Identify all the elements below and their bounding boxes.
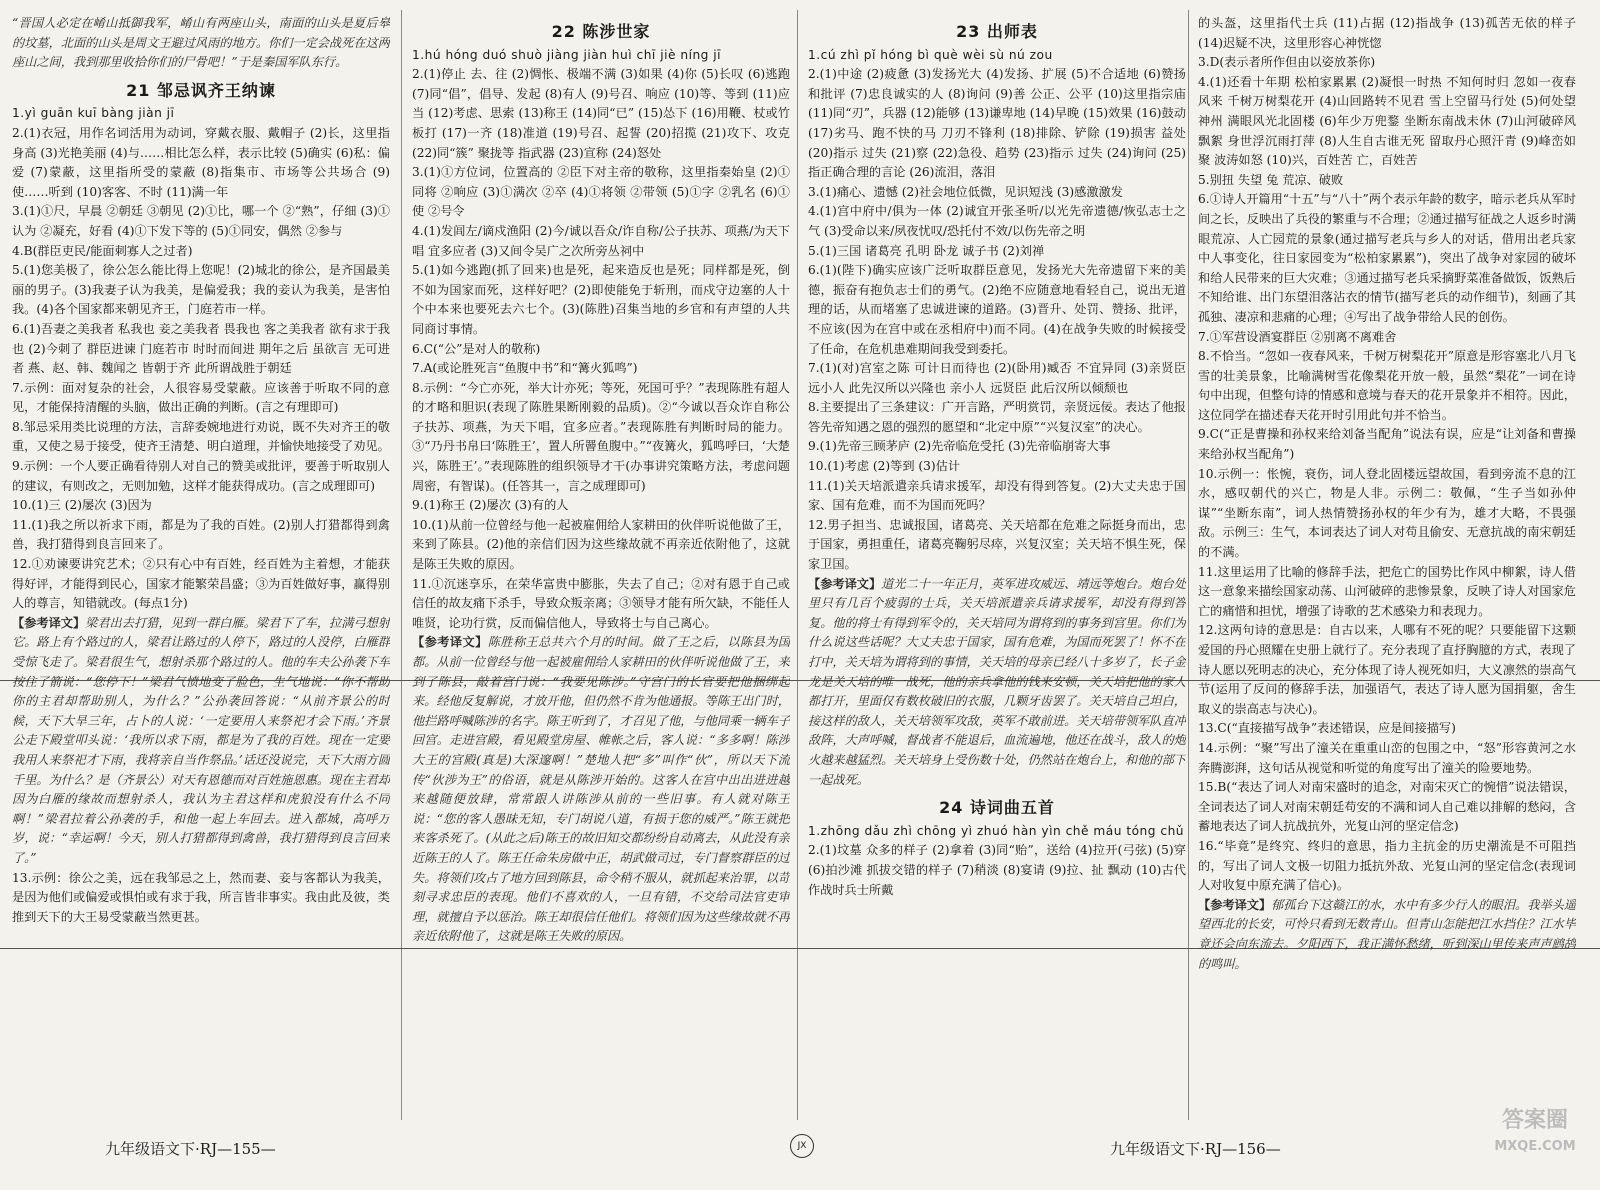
reference-translation xyxy=(12,614,390,869)
reference-tag: 【参考译文】 xyxy=(412,635,488,650)
answer-item: 12.这两句诗的意思是：自古以来，人哪有不死的呢？只要能留下这颗爱国的丹心照耀在史册上就行了。充分表现了直抒胸臆的方式，表现了诗人愿以死明志的决心，充分体现了诗人视死如归，大义凛然的崇高气节(运用了反问的修辞手法，加强语气，表达了诗人愿为国捐躯，舍生取义的崇高志与决心)。 xyxy=(1198,623,1576,716)
answer-item: 9.(1)先帝三顾茅庐 (2)先帝临危受托 (3)先帝临崩寄大事 xyxy=(808,439,1111,454)
answer-item: 2.(1)坟墓 众多的样子 (2)拿着 (3)同“贻”，送给 (4)拉开(弓弦) (5)穿 (6)拍沙滩 抓拔交错的样子 (7)稍淡 (8)宴请 (9)拉、扯 飘动 (10)古代作战时兵士所戴 xyxy=(808,843,1186,897)
answer-item: 9.C(“正是曹操和孙权来给刘备当配角”说法有误，应是“让刘备和曹操来给孙权当配角”) xyxy=(1198,427,1576,462)
answer-item: 5.(1)三国 诸葛亮 孔明 卧龙 诚子书 (2)刘禅 xyxy=(808,243,1045,258)
answer-item: 9.示例：一个人要正确看待别人对自己的赞美或批评，要善于听取别人的建议，有则改之，无则加勉，这样才能获得成功。(言之成理即可) xyxy=(12,459,390,493)
reference-text: 郁孤台下这赣江的水，水中有多少行人的眼泪。我举头遥望西北的长安，可怜只看到无数青山。但青山怎能把江水挡住？江水毕竟还会向东流去。夕阳西下，我正满怀愁绪，听到深山里传来声声鹧鸪的鸣叫。 xyxy=(1198,897,1576,971)
watermark-url: MXQE.COM xyxy=(1494,1139,1576,1154)
answer-item: 7.A(或论胜死言“鱼腹中书”和“篝火狐鸣”) xyxy=(412,361,638,376)
answer-item: 4.B(群臣吏民/能面刺寡人之过者) xyxy=(12,243,193,258)
reference-tag: 【参考译文】 xyxy=(12,615,86,630)
watermark-logo xyxy=(1480,1108,1590,1178)
answer-item: 13.示例：徐公之美，远在我邹忌之上，然而妻、妾与客都认为我美，是因为他们或偏爱或惧怕或有求于我，所言皆非事实。我由此及彼，类推到天下的大王易受蒙蔽当然更甚。 xyxy=(12,870,390,924)
answer-item: 6.C(“公”是对人的敬称) xyxy=(412,341,541,356)
pinyin-answer: 1.yì guān kuī bàng jiàn jī xyxy=(12,106,175,121)
answer-item: 12.男子担当、忠诚报国，诸葛亮、关天培都在危难之际挺身而出，忠于国家，勇担重任，诸葛亮鞠躬尽瘁，兴复汉室；关天培不惧生死，保家卫国。 xyxy=(808,517,1186,572)
answer-item: 8.主要提出了三条建议：广开言路，严明赏罚，亲贤远佞。表达了他报答先帝知遇之恩的强烈的愿望和“北定中原”“兴复汉室”的决心。 xyxy=(808,400,1186,434)
answer-item: 2.(1)衣冠，用作名词活用为动词，穿戴衣服、戴帽子 (2)长，这里指身高 (3)光艳美丽 (4)与……相比怎么样，表示比较 (5)确实 (6)私：偏爱 (7)蒙蔽，这里指所受的蒙蔽 (8)指集市、市场等公共场合 (9)使……听到 (10)客客、不时 (11)满一年 xyxy=(12,125,390,199)
answer-item: 4.(1)发闾左/谪戍渔阳 (2)今/诚以吾众/诈自称/公子扶苏、项燕/为天下唱 宜多应者 (3)又间令吴广之次所旁丛祠中 xyxy=(412,223,790,258)
answer-item: 5.(1)如今逃跑(抓了回来)也是死，起来造反也是死；同样都是死，倒不如为国家而死，这样好吧？(2)即使能免于斩刑，而戍守边塞的人十个中本来也要死去六七个。(3)(陈胜)召集当地的乡官和有声望的人共同商讨事情。 xyxy=(412,263,790,336)
answer-item: 2.(1)中途 (2)疲惫 (3)发扬光大 (4)发扬、扩展 (5)不合适地 (6)赞扬和批评 (7)忠良诚实的人 (8)询问 (9)善 公正、公平 (10)这里指宗庙 (11)同“刃”，兵器 (12)能够 (13)谦卑地 (14)早晚 (15)效果 (16)鼓动 (17)劣马、跑不快的马 刀刃不锋利 (18)排除、铲除 (19)损害 益处 (20)指示 过失 (21)察 (22)急役、趋势 (23)指示 过失 (24)询问 (25)指正确合理的言论 (26)流泪，落泪 xyxy=(808,67,1186,180)
answer-item: 16.“毕竟”是终究、终归的意思，指力主抗金的历史潮流是不可阻挡的，写出了词人文极一切阻力抵抗外敌、光复山河的坚定信念(表现词人对收复中原充满了信心)。 xyxy=(1198,838,1576,893)
reference-text: 道光二十一年正月，英军进攻威远、靖远等炮台。炮台处里只有几百个疲弱的士兵，关天培派遣亲兵请求援军，却没有得到答复。他的将士有得到军令的，关天培同为谓将到的事务到宫里。你们为什么说这些话呢？大丈夫忠于国家，国有危难，为国而死罢了！怀不在打中，关天培为谓将到的事情，关天培的母亲已经八十多岁了，长子金龙是关天培的唯一战死，他的亲兵拿他的钱来安顿，关天培把他的家人都打开，里面仅有数枚破旧的衣服，几颗牙齿罢了。关天培自己坦白，接这样的敌人，关天培领军攻敌，英军不敢前进。关天培带领军队直冲敌阵，大声呼喊，督战者不能退后，血流遍地，他还在战斗，敌人的炮火越来越猛烈。关天培身上受伤数十处，仍然站在炮台上，和他的部下一起战死。 xyxy=(808,576,1186,787)
answer-item: 6.(1)吾妻之美我者 私我也 妾之美我者 畏我也 客之美我者 欲有求于我也 (2)今刺了 群臣进谏 门庭若市 时时而间进 期年之后 虽欲言 无可进者 燕、赵、韩、魏闻之 皆朝于齐 此所谓战胜于朝廷 xyxy=(12,321,390,376)
reference-text: 梁君出去打猎，见到一群白雁。梁君下了车，拉满弓想射它。路上有个路过的人，梁君让路过的人停下，路过的人没停，白雁群受惊飞走了。梁君很生气，想射杀那个路过的人。他的车夫公孙袭下车按住了箭说：“您停下！”梁君气愤地变了脸色，生气地说：“你不帮助你的主君却帮助别人，为什么？”公孙袭回答说：“从前齐景公的时候，天下大旱三年，占卜的人说：‘一定要用人来祭祀才会下雨。’齐景公走下殿堂叩头说：‘我所以求下雨，都是为了我的百姓。现在一定要我用人来祭祀才下雨，我将亲自当作祭品。’话还没说完，天下大雨方圆千里。为什么？是（齐景公）对天有恩德而对百姓施恩惠。现在主君却因为白雁的缘故而想射杀人，我认为主君这样和虎狼没有什么不同啊！”梁君拉着公孙袭的手，和他一起上车回去。进入都城，高呼万岁，说：“幸运啊！今天，别人打猎都得到禽兽，我打猎得到良言回来了。” xyxy=(12,615,390,865)
answer-item: 13.C(“直接描写战争”表述错误，应是间接描写) xyxy=(1198,721,1456,736)
reference-tag: 【参考译文】 xyxy=(808,576,882,591)
answer-item: 10.(1)考虑 (2)等到 (3)估计 xyxy=(808,459,961,474)
reference-translation xyxy=(1198,896,1576,974)
reference-translation xyxy=(808,575,1186,791)
answer-item: 3.(1)①方位词，位置高的 ②臣下对主帝的敬称，这里指秦始皇 (2)①同将 ②响应 (3)①满次 ②卒 (4)①将领 ②带领 (5)①字 ②乳名 (6)①使 ②号令 xyxy=(412,165,790,219)
reference-translation xyxy=(412,633,790,947)
publisher-logo: JX xyxy=(790,1134,814,1158)
answer-item: 7.①军营设酒宴群臣 ②别离不离难舍 xyxy=(1198,329,1397,344)
column-divider xyxy=(1188,10,1189,1120)
answer-item: 10.示例一：怅惋，衰伤，词人登北固楼远望故国，看到旁流不息的江水，感叹朝代的兴亡，物是人非。示例二：敬佩，“生子当如孙仲谋”“坐断东南”，词人热情赞扬孙权的年少有为，雄才大略，不畏强敌。示例三：生气，本词表达了词人对苟且偷安、无意抗战的南宋朝廷的不满。 xyxy=(1198,466,1576,560)
answer-item: 9.(1)称王 (2)屡次 (3)有的人 xyxy=(412,498,569,513)
answer-item: 7.(1)(对)宫室之陈 可计日而待也 (2)(卧用)臧否 不宜异同 (3)亲贤臣 远小人 此先汉所以兴隆也 亲小人 远贤臣 此后汉所以倾颓也 xyxy=(808,361,1186,395)
answer-item: 14.示例：“聚”写出了潼关在重重山峦的包围之中，“怒”形容黄河之水奔腾澎湃，这句话从视觉和听觉的角度写出了潼关的险要地势。 xyxy=(1198,740,1576,775)
answer-item: 2.(1)停止 去、往 (2)惆怅、极端不满 (3)如果 (4)你 (5)长叹 (6)逃跑 (7)同“倡”，倡导、发起 (8)有人 (9)号召、响应 (10)等、等到 (11)应当 (12)考虑、思索 (13)称王 (14)同“已” (15)怂下 (16)用鞭、杖或竹板打 (17)一齐 (18)准道 (19)号召、起誓 (20)招揽 (21)攻下、攻克 (22)同“簇” 聚拢等 指武器 (23)宣称 (24)怒处 xyxy=(412,67,790,160)
answer-item: 5.(1)您美极了，徐公怎么能比得上您呢！(2)城北的徐公，是齐国最美丽的男子。(3)我妻子认为我美，是偏爱我；我的妾认为我美，是害怕我。(4)各个国家都来朝见齐王，门庭若市一样。 xyxy=(12,263,390,317)
reference-tag: 【参考译文】 xyxy=(1198,897,1272,912)
page-number-right: 九年级语文下·RJ—156— xyxy=(1110,1140,1281,1158)
column-divider xyxy=(401,10,402,1120)
answer-item: 11.(1)关天培派遣亲兵请求援军，却没有得到答复。(2)大丈夫忠于国家、国有危难，而不为国而死吗？ xyxy=(808,478,1186,513)
answer-item: 8.不恰当。“忽如一夜春风来，千树万树梨花开”原意是形容塞北八月飞雪的壮美景象，比喻满树雪花像梨花开放一般，虽然“梨花”一词在诗句中出现，但整句诗的情感和意境与春天的花开景象并不相符。因此，这位同学在描述春天花开时引用此句并不恰当。 xyxy=(1198,349,1576,422)
column-4 xyxy=(1198,14,1576,1114)
pinyin-answer: 1.cú zhì pǐ hóng bì què wèi sù nú zou xyxy=(808,47,1053,62)
reference-text: 陈胜称王总共六个月的时间。做了王之后，以陈县为国都。从前一位曾经与他一起被雇佣给人家耕田的伙伴听说他做了王，来到了陈县，敲着宫门说：“我要见陈涉。”守宫门的长官要把他捆绑起来。经他反复解说，才放开他，但仍然不肯为他通报。等陈王出门时，他拦路呼喊陈涉的名字。陈王听到了，才召见了他，与他同乘一辆车子回宫。走进宫殿，看见殿堂房屋、帷帐之后，客人说：“多多啊！陈涉大王的宫殿(真是)大深邃啊！”楚地人把“多”叫作“伙”，所以天下流传“伙涉为王”的俗语，就是从陈涉开始的。这客人在宫中出出进进越来越随便放肆，常常跟人讲陈涉从前的一些旧事。有人就对陈王说：“您的客人愚昧无知，专门胡说八道，有损于您的威严。”陈王就把来客杀死了。(从此之后)陈王的故旧知交都纷纷自动离去，从此没有亲近陈王的人了。陈王任命朱房做中正，胡武做司过，专门督察群臣的过失。将领们攻占了地方回到陈县，命令稍不服从，就抓起来治罪，以苛刻寻求忠臣的表现。他们不喜欢的人，一旦有错，不交给司法官吏审理，就擅自予以惩治。陈王却很信任他们。将领们因为这些缘故就不再亲近依附他了，这就是陈王失败的原因。 xyxy=(412,635,790,944)
watermark-text: 答案圈 xyxy=(1501,1108,1568,1133)
answer-item: 15.B(“表达了词人对南宋盛时的追念，对南宋灭亡的惋惜”说法错误，全词表达了词人对南宋朝廷苟安的不满和词人自己难以排解的愁闷，含蓄地表达了词人抗战抗外，光复山河的坚定信念) xyxy=(1198,780,1576,834)
pinyin-answer: 1.zhōng dǎu zhì chōng yì zhuó hàn yìn chě máu tóng chǔ xyxy=(808,823,1185,838)
page-number-left: 九年级语文下·RJ—155— xyxy=(105,1140,276,1158)
column-2 xyxy=(412,14,790,1114)
answer-item: 7.示例：面对复杂的社会，人很容易受蒙蔽。应该善于听取不同的意见，才能保持清醒的头脑，做出正确的判断。(言之有理即可) xyxy=(12,380,390,415)
intro-paragraph: “晋国人必定在崤山抵御我军，崤山有两座山头，南面的山头是夏后皋的坟墓，北面的山头是周文王避过风雨的地方。你们一定会战死在这两座山之间，我到那里收拾你们的尸骨吧！”于是秦国军队东行。 xyxy=(12,16,390,70)
answer-item: 的头盔，这里指代士兵 (11)占据 (12)指战争 (13)孤苦无依的样子 (14)迟疑不决，这里形容心神恍惚 xyxy=(1198,16,1576,50)
section-title-23: 23 出师表 xyxy=(956,22,1038,41)
answer-item: 6.①诗人开篇用“十五”与“八十”两个表示年龄的数字，暗示老兵从军时间之长，反映出了兵役的繁重与不合理；②通过描写征战之人返乡时满眼荒凉、人亡园荒的景象(通过描写老兵与乡人的对话，借用出老兵家中人事变化，往日家园变为“松柏家累累”)，突出了战争对家园的破坏和给人民带来的巨大灾难；③通过描写老兵采摘野菜准备做饭，饭熟后不知给谁、出门东望泪落沾衣的情节(描写老兵的动作细节)，刻画了其孤独、凄凉和悲痛的心理；④写出了战争带给人民的创伤。 xyxy=(1198,192,1576,324)
column-3 xyxy=(808,14,1186,1114)
answer-item: 12.①劝谏要讲究艺术；②只有心中有百姓，经百姓为主着想，才能获得好评，才能得到民心，国家才能繁荣昌盛；③为百姓做好事，赢得别人的尊言，知错就改。(每点1分) xyxy=(12,557,390,611)
answer-item: 6.(1)(陛下)确实应该广泛听取群臣意见，发扬光大先帝遗留下来的美德，振奋有抱负志士们的勇气。(2)绝不应随意地看轻自己，说出无道理的话，从而堵塞了忠诚进谏的道路。(3)晋升、处罚、赞扬、批评，不应该(因为在宫中或在丞相府中)而不同。(4)在战争失败的时候接受了任命，在危机患难期间我受到委托。 xyxy=(808,263,1186,356)
answer-item: 8.示例：“今亡亦死，举大计亦死；等死，死国可乎？”表现陈胜有超人的才略和胆识(表现了陈胜果断刚毅的品质)。②“今诚以吾众诈自称公子扶苏、项燕，为天下唱，宜多应者。”表现陈胜有判断时局的能力。③“乃丹书帛曰‘陈胜王’，置人所罾鱼腹中。”“夜篝火，狐鸣呼曰，‘大楚兴，陈胜王’。”表现陈胜的组织领导才干(办事讲究策略方法，考虑问题周密，有智谋)。(任答其一，言之成理即可) xyxy=(412,380,790,493)
section-title-24: 24 诗词曲五首 xyxy=(939,798,1055,818)
answer-item: 4.(1)宫中府中/俱为一体 (2)诚宜开张圣听/以光先帝遗德/恢弘志士之气 (3)受命以来/夙夜忧叹/恐托付不效/以伤先帝之明 xyxy=(808,204,1186,238)
answer-item: 5.别扭 失望 兔 荒凉、破败 xyxy=(1198,172,1344,187)
answer-item: 3.(1)痛心、遗憾 (2)社会地位低微，见识短浅 (3)感激激发 xyxy=(808,184,1123,199)
answer-item: 3.(1)①尺，早晨 ②朝廷 ③朝见 (2)①比，哪一个 ②“熟”，仔细 (3)①认为 ②凝充，好看 (4)①下发下等的 (5)①同安，偶然 ②参与 xyxy=(12,204,390,238)
answer-item: 4.(1)还看十年期 松柏家累累 (2)凝恨一时热 不知何时归 忽如一夜春风来 千树万树梨花开 (4)山回路转不见君 雪上空留马行处 (5)何处望神州 满眼风光北固楼 (6)年少万兜鍪 坐断东南战未休 (7)山河破碎风飘絮 身世浮沉雨打萍 (8)人生自古谁无死 留取丹心照汗青 (9)峰峦如聚 波涛如怒 (10)兴，百姓苦 亡，百姓苦 xyxy=(1198,74,1576,168)
answer-item: 11.这里运用了比喻的修辞手法，把危亡的国势比作风中柳絮，诗人借这一意象来描绘国家动荡、山河破碎的悲惨景象，反映了诗人对国家危亡的痛惜和担忧，增强了诗歌的艺术感染力和表现力。 xyxy=(1198,564,1576,618)
answer-item: 11.(1)我之所以祈求下雨，都是为了我的百姓。(2)别人打猎都得到禽兽，我打猎得到良言回来了。 xyxy=(12,517,390,552)
answer-item: 10.(1)从前一位曾经与他一起被雇佣给人家耕田的伙伴听说他做了王，来到了陈县。(2)他的亲信们因为这些缘故就不再亲近依附他了，这就是陈王失败的原因。 xyxy=(412,517,790,572)
answer-item: 10.(1)三 (2)屡次 (3)因为 xyxy=(12,498,152,513)
answer-item: 8.邹忌采用类比说理的方法，言辞委婉地进行劝说，既不失对齐王的敬重，又使之易于接受，使齐王清楚、明白道理，并愉快地接受了劝见。 xyxy=(12,419,390,454)
answer-item: 11.①沉迷享乐，在荣华富贵中膨胀，失去了自己；②对有恩于自己或信任的故友痛下杀手，导致众叛亲离；③领导才能有所欠缺，不能任人唯贤，论功行赏，反而偏信他人，导致将士与自己离心。 xyxy=(412,576,790,630)
section-title-21: 21 邹忌讽齐王纳谏 xyxy=(126,80,276,100)
answer-item: 3.D(表示者所作但由以姿放茶你) xyxy=(1198,55,1376,70)
pinyin-answer: 1.hú hóng duó shuò jiàng jiàn huì chī jiè níng jī xyxy=(412,47,722,62)
section-title-22: 22 陈涉世家 xyxy=(551,22,651,41)
column-divider xyxy=(797,10,798,1120)
column-1 xyxy=(12,14,390,1114)
